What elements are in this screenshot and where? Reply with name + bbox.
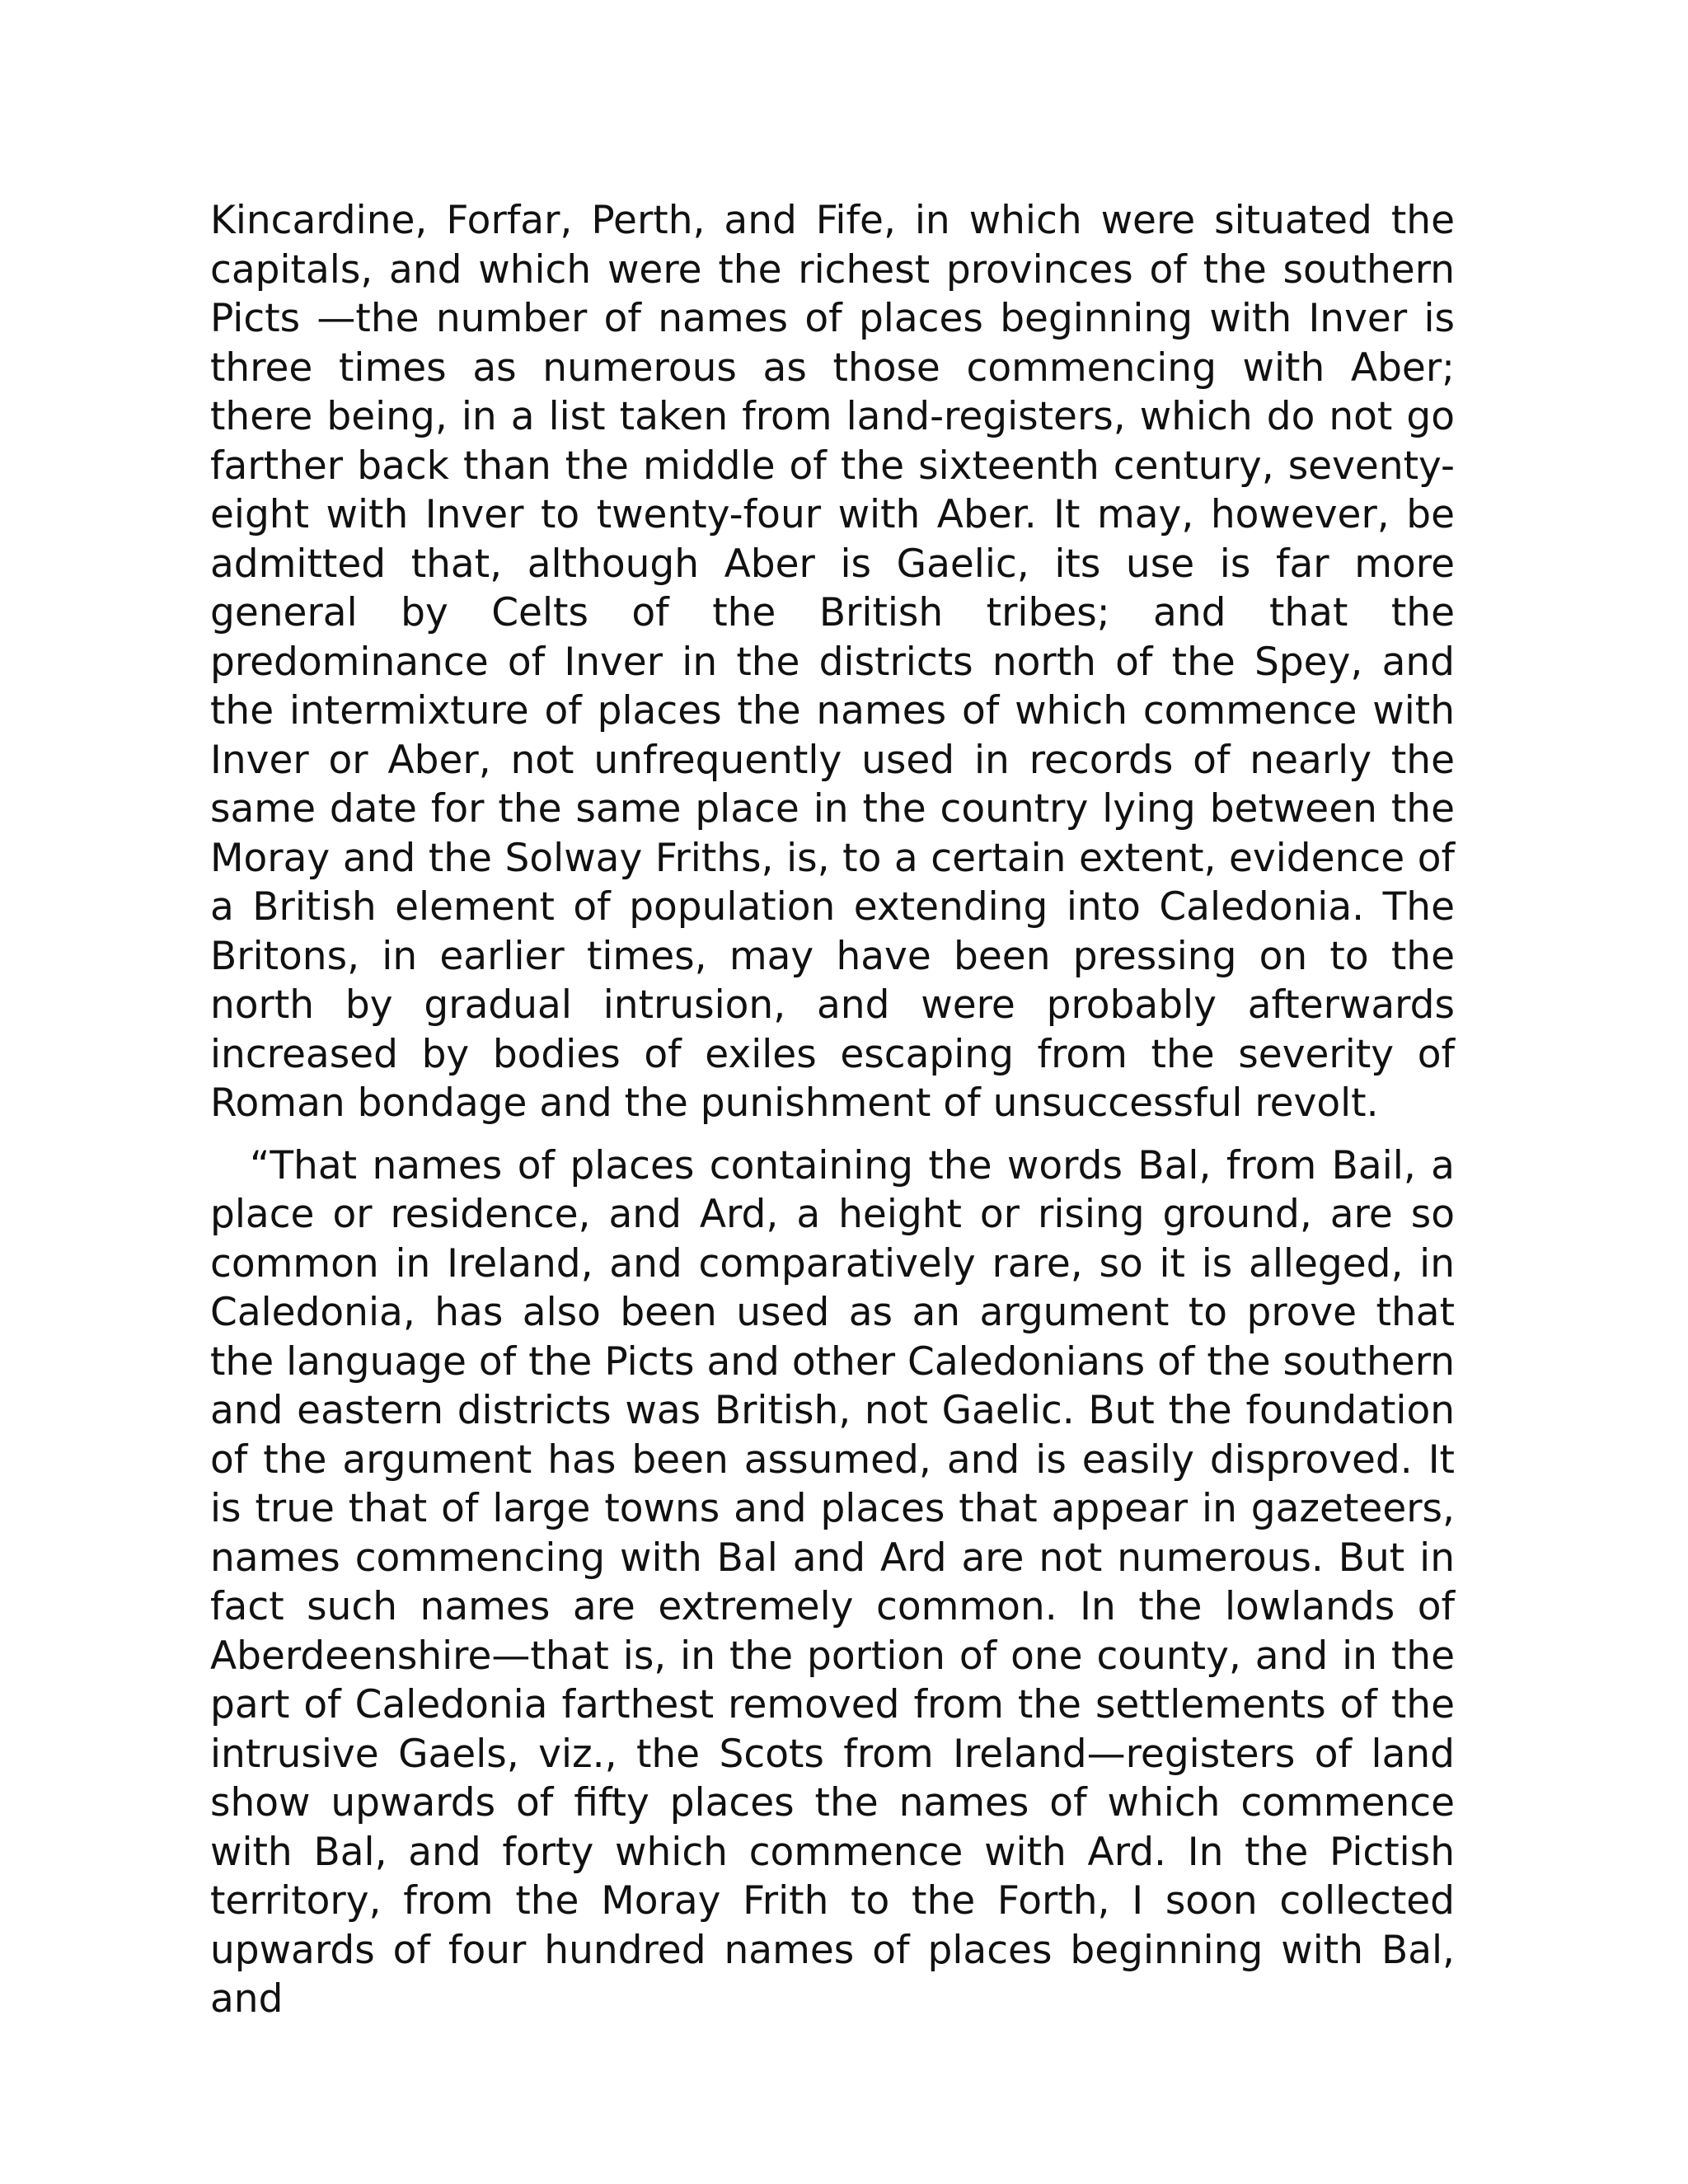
paragraph-2: “That names of places containing the words Bal, from Bail, a place or residence, and Ard, a height or rising ground, are so common in Ireland, and comparatively rare, so it is alleged, in Caledonia, has also been used as an argument to prove that the language of the Picts and other Caledonians of the southern and eastern districts was British, not Gaelic. But the foundation of the argument has been assumed, and is easily disproved. It is true that of large towns and places that appear in gazeteers, names commencing with Bal and Ard are not numerous. But in fact such names are extremely common. In the lowlands of Aberdeenshire—that is, in the portion of one county, and in the part of Caledonia farthest removed from the settlements of the intrusive Gaels, viz., the Scots from Ireland—registers of land show upwards of fifty places the names of which commence with Bal, and forty which commence with Ard. In the Pictish territory, from the Moray Frith to the Forth, I soon collected upwards of four hundred names of places beginning with Bal, and [210,1142,1455,2022]
paragraph-1: Kincardine, Forfar, Perth, and Fife, in which were situated the capitals, and which were the richest provinces of the southern Picts —the number of names of places beginning with Inver is three times as numerous as those commencing with Aber; there being, in a list taken from land-registers, which do not go farther back than the middle of the sixteenth century, seventy-eight with Inver to twenty-four with Aber. It may, however, be admitted that, although Aber is Gaelic, its use is far more general by Celts of the British tribes; and that the predominance of Inver in the districts north of the Spey, and the intermixture of places the names of which commence with Inver or Aber, not unfrequently used in records of nearly the same date for the same place in the country lying between the Moray and the Solway Friths, is, to a certain extent, evidence of a British element of population extending into Caledonia. The Britons, in earlier times, may have been pressing on to the north by gradual intrusion, and were probably afterwards increased by bodies of exiles escaping from the severity of Roman bondage and the punishment of unsuccessful revolt. [210,198,1455,1126]
document-page [210,196,1455,2024]
